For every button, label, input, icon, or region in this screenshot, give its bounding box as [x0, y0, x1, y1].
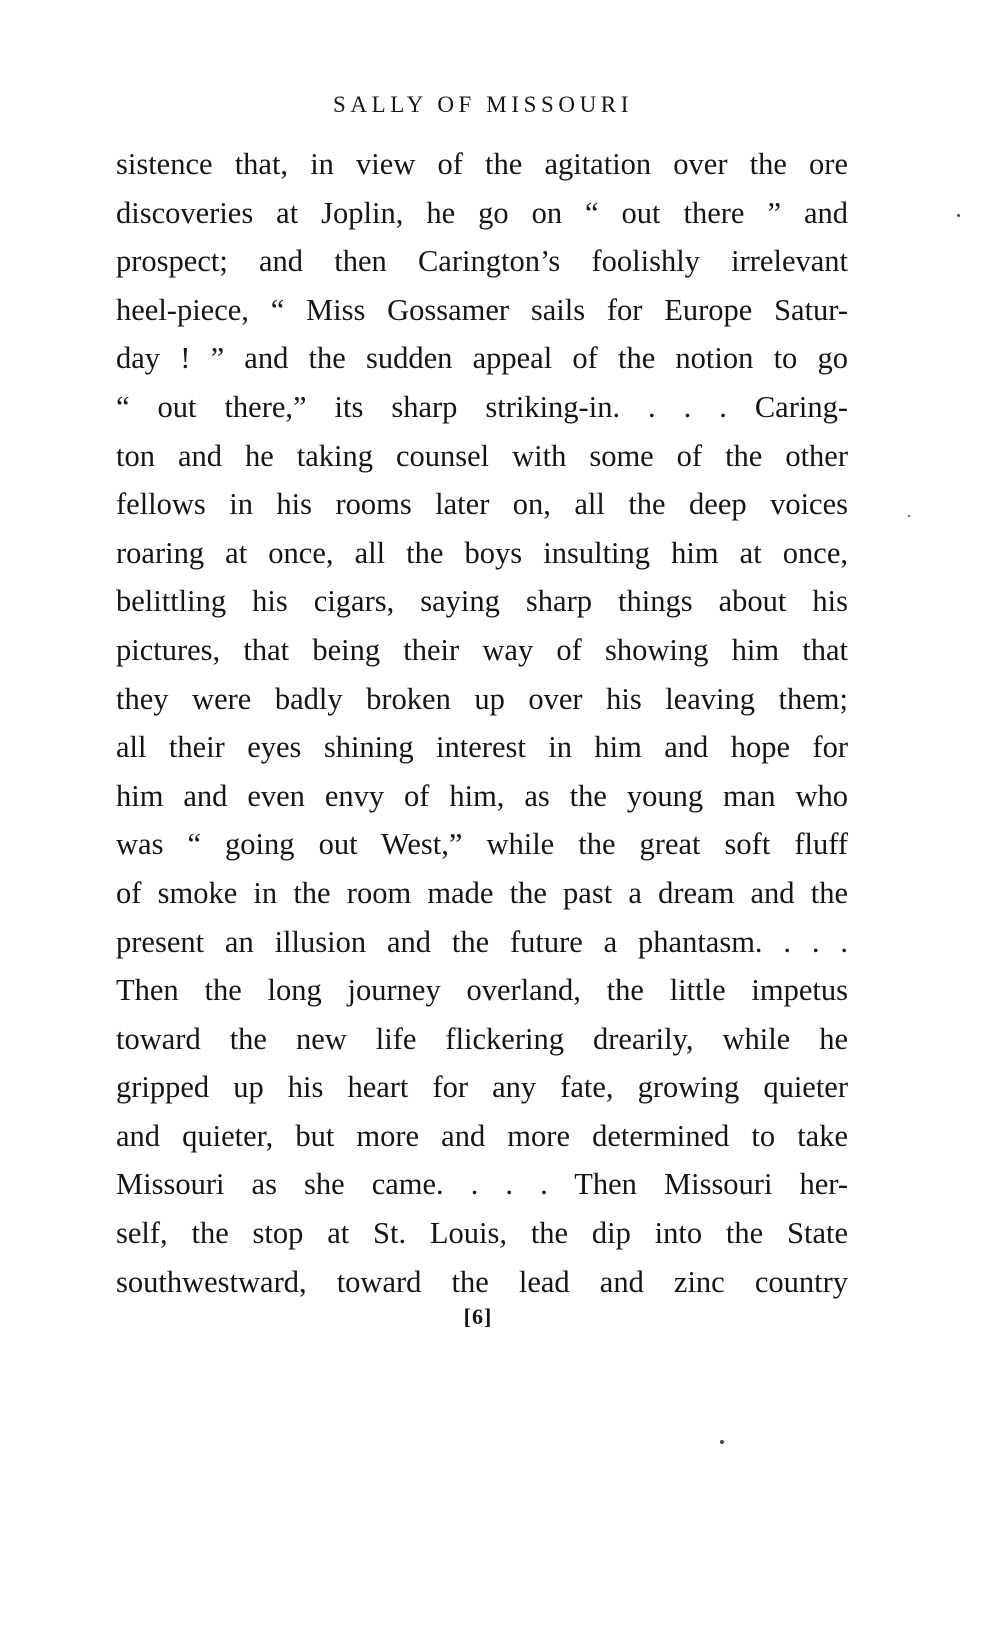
text-line: present an illusion and the future a phantasm. . . . — [116, 924, 848, 959]
text-line: day ! ” and the sudden appeal of the notion to go — [116, 341, 848, 376]
text-line: southwestward, toward the lead and zinc country — [116, 1264, 848, 1299]
text-line: ton and he taking counsel with some of the other — [116, 438, 848, 473]
text-line: toward the new life flickering drearily, while he — [116, 1021, 848, 1056]
text-line: they were badly broken up over his leaving them; — [116, 681, 848, 716]
text-line: him and even envy of him, as the young man who — [116, 778, 848, 813]
text-line: discoveries at Joplin, he go on “ out there ” and — [116, 195, 848, 230]
text-line: self, the stop at St. Louis, the dip into the State — [116, 1216, 848, 1251]
text-line: fellows in his rooms later on, all the deep voices — [116, 487, 848, 522]
text-line: heel-piece, “ Miss Gossamer sails for Europe Satur- — [116, 292, 848, 327]
text-line: and quieter, but more and more determined to take — [116, 1118, 848, 1153]
text-line: all their eyes shining interest in him and hope for — [116, 730, 848, 765]
text-line: gripped up his heart for any fate, growing quieter — [116, 1070, 848, 1105]
text-line: of smoke in the room made the past a dream and the — [116, 875, 848, 910]
text-line: roaring at once, all the boys insulting him at once, — [116, 535, 848, 570]
scan-speck — [957, 214, 960, 217]
scan-speck — [908, 515, 910, 517]
text-line: “ out there,” its sharp striking-in. . . . Caring- — [116, 389, 848, 424]
scan-speck — [720, 1440, 724, 1444]
running-head: SALLY OF MISSOURI — [333, 92, 633, 117]
text-line: pictures, that being their way of showing him that — [116, 632, 848, 667]
text-line: Then the long journey overland, the little impetus — [116, 973, 848, 1008]
text-line: prospect; and then Carington’s foolishly irrelevant — [116, 244, 848, 279]
body-text — [116, 140, 848, 1306]
text-line: Missouri as she came. . . . Then Missouri her- — [116, 1167, 848, 1202]
text-line: sistence that, in view of the agitation over the ore — [116, 147, 848, 181]
text-line: belittling his cigars, saying sharp things about his — [116, 584, 848, 619]
page-number: [6] — [463, 1304, 493, 1329]
text-line: was “ going out West,” while the great soft fluff — [116, 827, 848, 862]
